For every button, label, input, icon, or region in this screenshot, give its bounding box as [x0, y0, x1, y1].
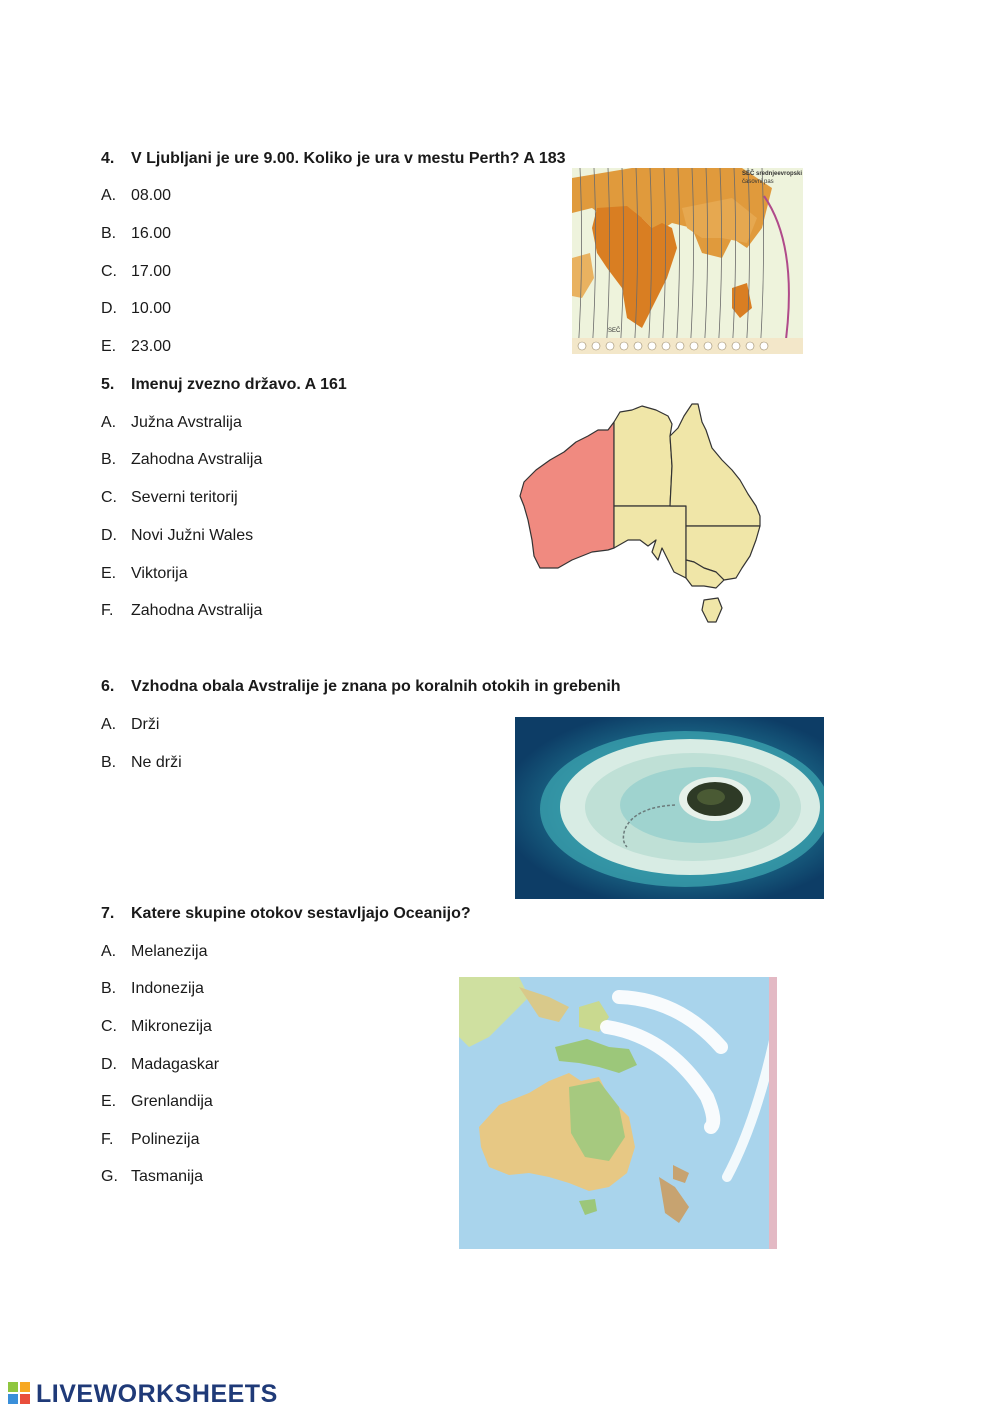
option-letter: B. [101, 754, 117, 771]
option-text: Ne drži [131, 754, 182, 771]
atoll-svg [515, 717, 824, 899]
option-text: Zahodna Avstralija [131, 451, 263, 468]
option-text: 17.00 [131, 263, 172, 280]
oceania-physical-map-picture [459, 977, 777, 1249]
time-zone-map-svg [572, 168, 803, 354]
option-letter: C. [101, 263, 117, 280]
option-text: Madagaskar [131, 1056, 220, 1073]
brand-name: LIVEWORKSHEETS [36, 1380, 278, 1408]
option-text: Grenlandija [131, 1093, 213, 1110]
time-zone-map-picture [572, 168, 803, 354]
option-text: Viktorija [131, 565, 188, 582]
option-letter: F. [101, 602, 114, 619]
option-text: Drži [131, 716, 160, 733]
question-number: 5. [101, 376, 115, 393]
option-text: Tasmanija [131, 1168, 204, 1185]
option-letter: B. [101, 980, 117, 997]
option-letter: E. [101, 338, 117, 355]
option-text: Zahodna Avstralija [131, 602, 263, 619]
coral-atoll-photo [515, 717, 824, 899]
australia-map-svg [516, 400, 771, 630]
question-number: 4. [101, 150, 115, 167]
option-letter: D. [101, 527, 117, 544]
option-text: 08.00 [131, 187, 172, 204]
option-text: 16.00 [131, 225, 172, 242]
liveworksheets-logo [8, 1380, 278, 1409]
map-label-line1: SEČ srednjeevropski [742, 171, 803, 177]
question-text: Vzhodna obala Avstralije je znana po koralnih otokih in grebenih [131, 678, 621, 695]
map-label-line2: časovni pas [742, 179, 774, 185]
option-letter: A. [101, 187, 117, 204]
option-letter: G. [101, 1168, 118, 1185]
option-text: Indonezija [131, 980, 204, 997]
option-letter: D. [101, 300, 117, 317]
option-letter: D. [101, 1056, 117, 1073]
question-number: 6. [101, 678, 115, 695]
option-letter: A. [101, 943, 117, 960]
option-letter: A. [101, 414, 117, 431]
option-text: Severni teritorij [131, 489, 238, 506]
option-letter: E. [101, 565, 117, 582]
option-letter: E. [101, 1093, 117, 1110]
option-letter: C. [101, 1018, 117, 1035]
oceania-map-svg [459, 977, 777, 1249]
option-letter: C. [101, 489, 117, 506]
option-letter: B. [101, 451, 117, 468]
question-text: Katere skupine otokov sestavljajo Oceanijo? [131, 905, 471, 922]
option-text: Novi Južni Wales [131, 527, 254, 544]
map-label-bottom: SEČ [608, 328, 621, 334]
option-text: 10.00 [131, 300, 172, 317]
question-text: V Ljubljani je ure 9.00. Koliko je ura v mestu Perth? A 183 [131, 150, 566, 167]
question-number: 7. [101, 905, 115, 922]
option-text: Polinezija [131, 1131, 200, 1148]
option-text: Mikronezija [131, 1018, 212, 1035]
question-text: Imenuj zvezno državo. A 161 [131, 376, 347, 393]
option-text: 23.00 [131, 338, 172, 355]
option-letter: A. [101, 716, 117, 733]
option-text: Južna Avstralija [131, 414, 242, 431]
australia-states-map-picture [516, 400, 771, 630]
option-text: Melanezija [131, 943, 208, 960]
liveworksheets-logo-icon [8, 1382, 32, 1408]
option-letter: B. [101, 225, 117, 242]
option-letter: F. [101, 1131, 114, 1148]
